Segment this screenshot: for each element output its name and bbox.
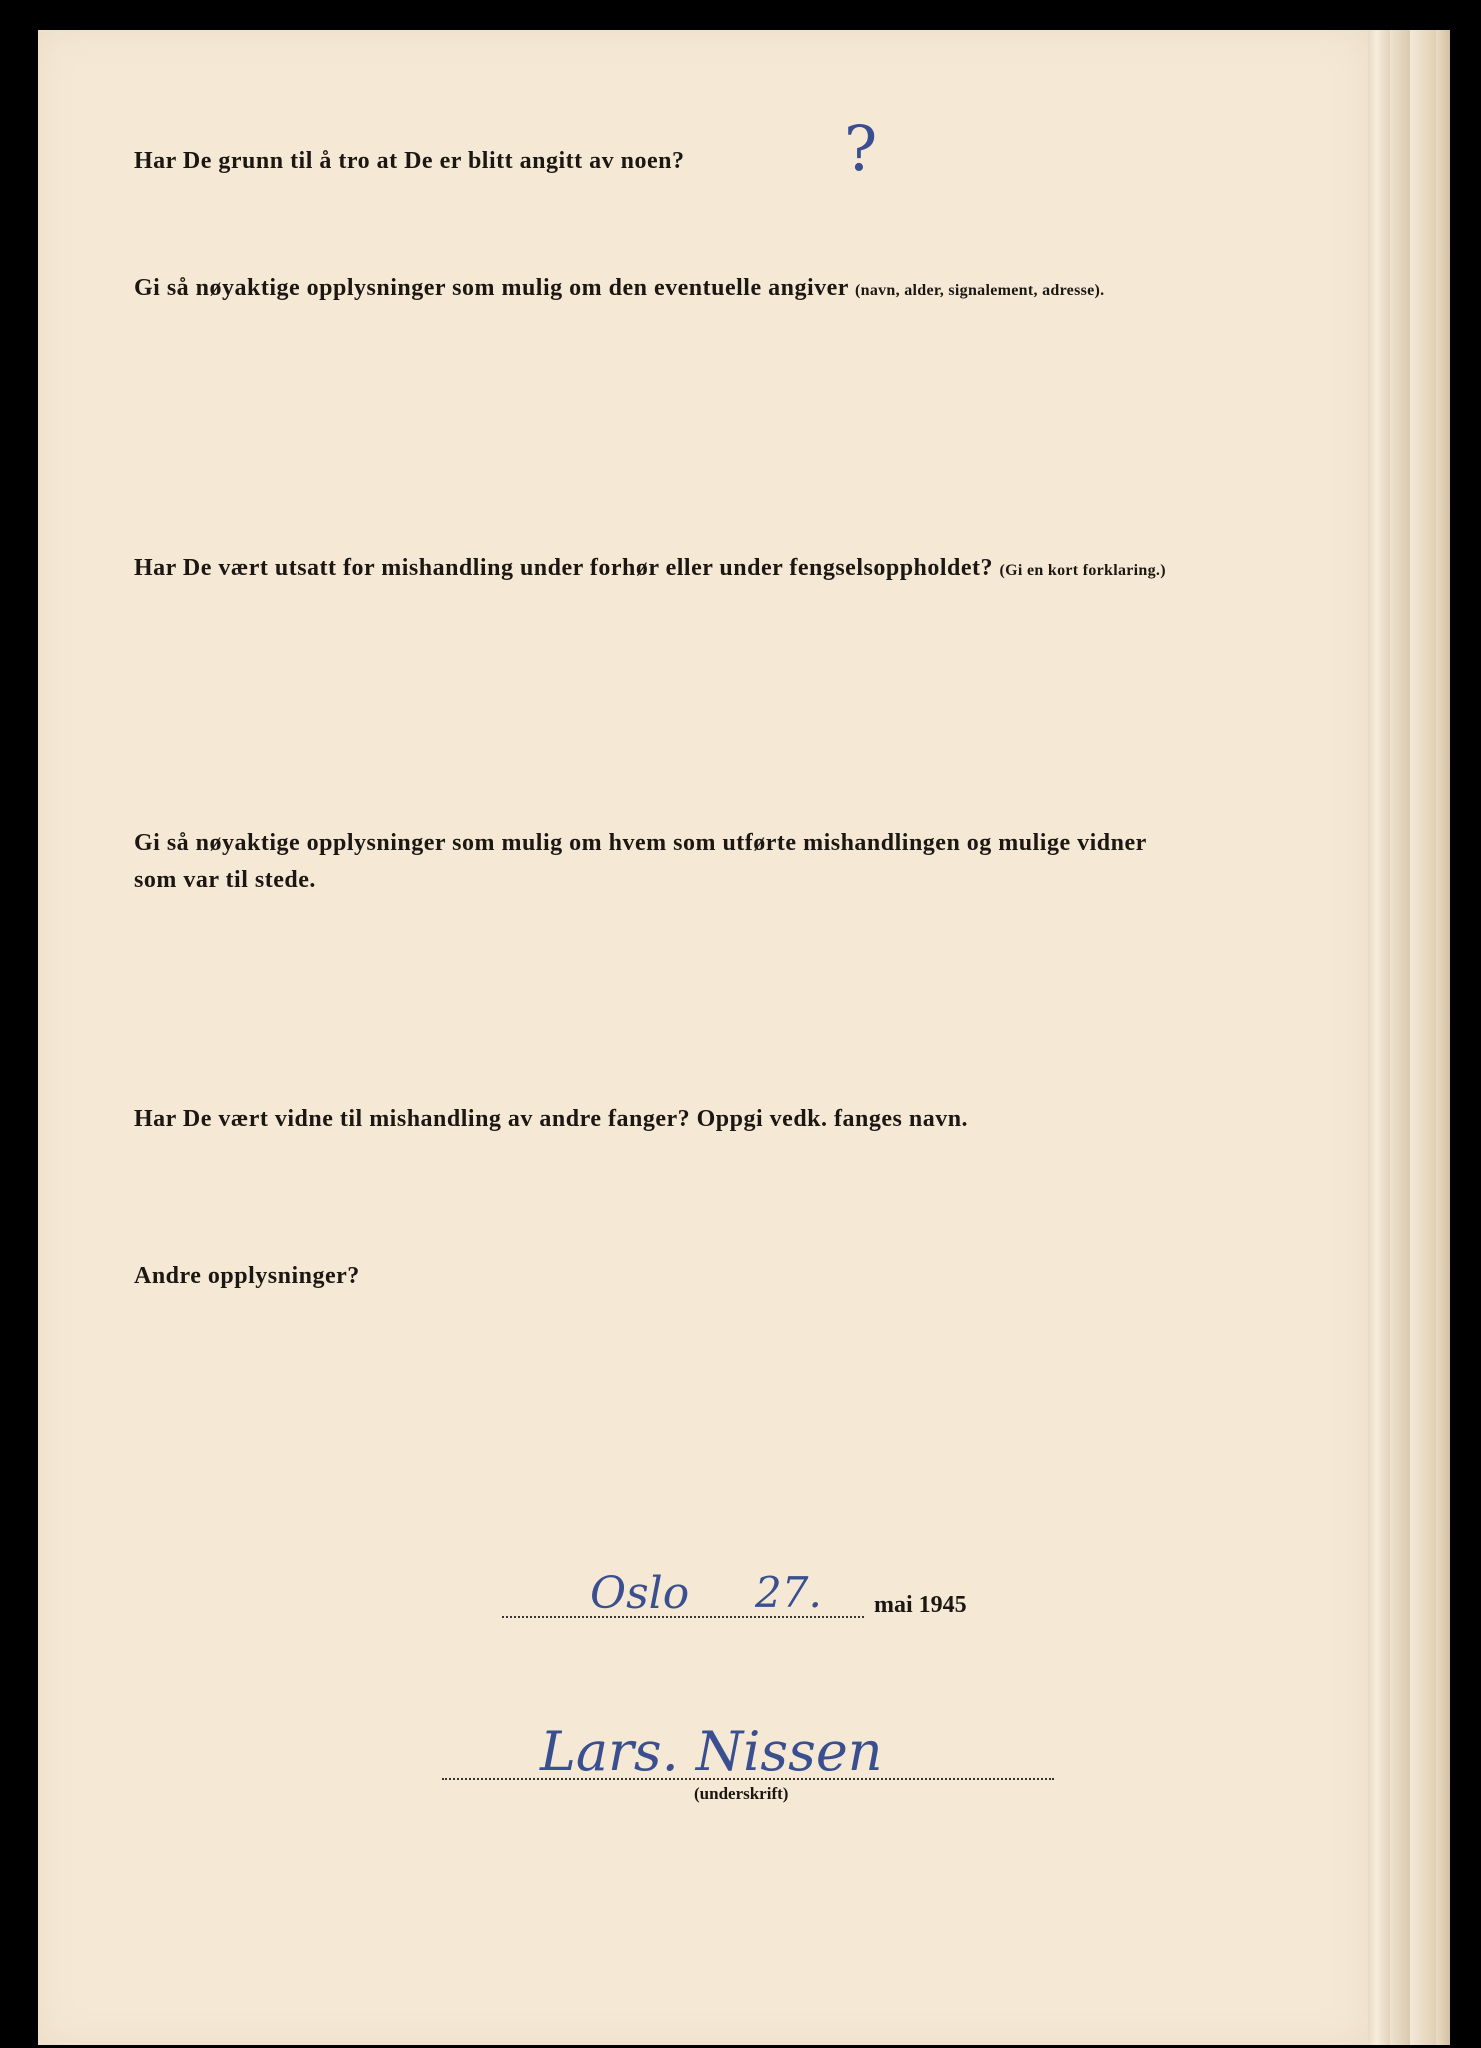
question-mistreatment	[134, 555, 1166, 582]
question-text: Har De vært utsatt for mishandling under forhør eller under fengselsoppholdet?	[134, 555, 994, 581]
question-witness-others	[134, 1106, 968, 1133]
question-text: Andre opplysninger?	[134, 1263, 360, 1289]
date-month-year: mai 1945	[874, 1592, 967, 1618]
stacked-page-edge	[1410, 30, 1436, 2045]
question-note: (Gi en kort forklaring.)	[999, 562, 1166, 579]
question-note: (navn, alder, signalement, adresse).	[855, 282, 1105, 299]
question-text-line-1: Gi så nøyaktige opplysninger som mulig om hvem som utførte mishandlingen og mulige vidner	[134, 830, 1147, 856]
question-text: Gi så nøyaktige opplysninger som mulig om den eventuelle angiver	[134, 275, 849, 301]
signature-caption: (underskrift)	[694, 1784, 789, 1803]
question-text: Har De grunn til å tro at De er blitt angitt av noen?	[134, 148, 685, 174]
handwritten-signature: Lars. Nissen	[540, 1720, 883, 1783]
question-other-info	[134, 1263, 360, 1290]
stacked-page-edge	[1390, 30, 1410, 2045]
handwritten-place: Oslo	[590, 1568, 690, 1619]
question-perpetrators-witnesses	[134, 830, 1147, 894]
signature-line	[442, 1778, 1054, 1780]
handwritten-answer-mark: ?	[844, 112, 878, 185]
question-text: Har De vært vidne til mishandling av andre fanger? Oppgi vedk. fanges navn.	[134, 1106, 969, 1132]
question-informer-details	[134, 275, 1104, 302]
question-denounced	[134, 148, 684, 175]
stacked-page-edge	[1436, 30, 1450, 2045]
stacked-page-edge	[1368, 30, 1390, 2045]
handwritten-day: 27.	[755, 1568, 822, 1617]
question-text-line-2: som var til stede.	[134, 867, 316, 893]
